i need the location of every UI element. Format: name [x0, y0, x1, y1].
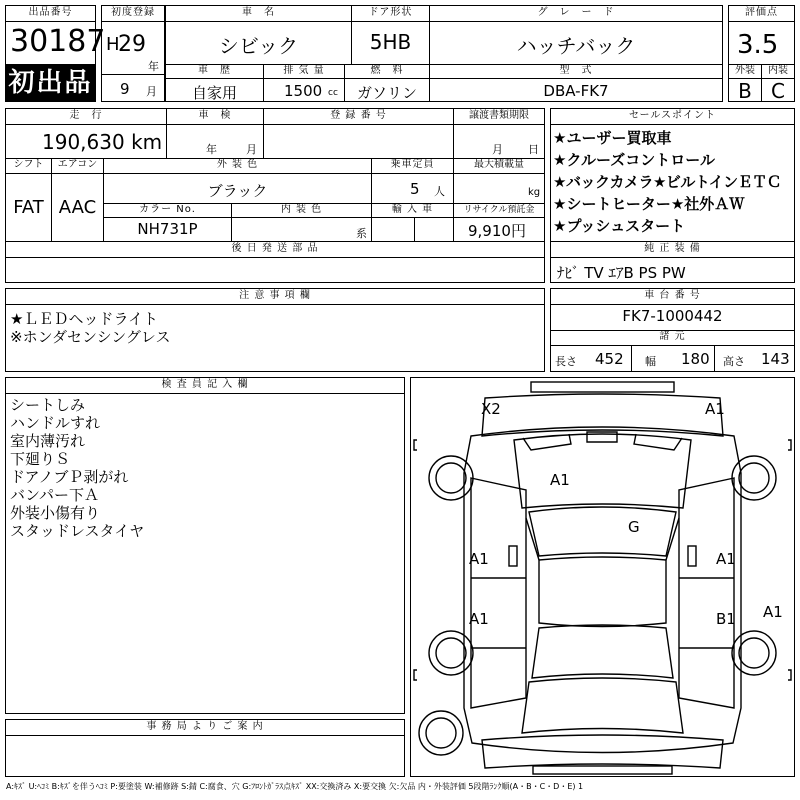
inspection-year-unit: 年: [206, 143, 217, 156]
mark-door-front-left: A1: [469, 550, 489, 568]
equipment-text: ﾅﾋﾞ TV ｴｱB PS PW: [557, 264, 686, 282]
width-label: 幅: [645, 355, 656, 368]
displacement: 1500: [284, 82, 323, 100]
car-outline: [411, 378, 794, 776]
door-label: ドア形状: [368, 7, 413, 18]
inspector-line: 下廻りＳ: [10, 450, 71, 468]
equipment-block: [550, 241, 795, 283]
history-label: 車 歴: [198, 65, 231, 76]
vehicle-info-block: [165, 5, 723, 102]
mileage: 190,630 km: [42, 130, 163, 154]
reg-month: 9: [120, 80, 130, 98]
car-name: シビック: [218, 34, 299, 58]
office-block: [5, 719, 405, 777]
mark-hood: A1: [550, 471, 570, 489]
capacity-label: 乗車定員: [390, 159, 435, 170]
sales-points-label: セールスポイント: [628, 110, 717, 121]
inspection-month-unit: 月: [246, 143, 257, 156]
width: 180: [681, 350, 710, 368]
int-grade: C: [771, 79, 785, 103]
notes-block: [5, 288, 545, 372]
mark-front-left: X2: [481, 400, 501, 418]
mark-door-rear-right: B1: [716, 610, 736, 628]
recycle-fee: 9,910円: [468, 222, 526, 240]
inspector-line: スタッドレスタイヤ: [10, 522, 145, 540]
lot-number-cell: [5, 5, 106, 65]
color-number: NH731P: [137, 220, 198, 238]
reg-year-unit: 年: [148, 60, 159, 73]
inspector-label: 検 査 員 記 入 欄: [161, 379, 249, 390]
length-label: 長さ: [555, 355, 577, 368]
inspector-block: [5, 377, 405, 714]
inspector-line: シートしみ: [10, 396, 86, 414]
transfer-doc-label: 譲渡書類期限: [469, 110, 529, 121]
ext-color: ブラック: [207, 182, 268, 200]
transfer-month-unit: 月: [492, 143, 503, 156]
int-color-label: 内 装 色: [280, 204, 323, 215]
sales-points-block: [550, 108, 795, 242]
first-registration-cell: [101, 5, 165, 102]
history: 自家用: [191, 84, 237, 102]
grade: ハッチバック: [516, 34, 636, 58]
shift: FAT: [13, 197, 44, 218]
sales-points-list: [553, 127, 793, 237]
inspector-line: ドアノブＰ剥がれ: [10, 468, 129, 486]
note-line: ★ＬＥＤヘッドライト: [10, 310, 158, 328]
legend-text: A:ｷｽﾞ U:ﾍｺﾐ B:ｷｽﾞを伴うﾍｺﾐ P:要塗装 W:補修跡 S:錆 C:腐食、穴 G:ﾌﾛﾝﾄｶﾞﾗｽ点ｷｽﾞ XX:交換済み X:要交換 欠:欠品 内・外装評価 5段階ﾗﾝｸ順(A・B・C・D・E) 1: [6, 782, 584, 791]
chassis-label: 車 台 番 号: [644, 290, 701, 301]
chassis-number: FK7-1000442: [622, 307, 723, 325]
car-name-label: 車 名: [242, 7, 275, 18]
mark-roof: G: [628, 518, 640, 536]
ext-color-label: 外 装 色: [216, 159, 259, 170]
equipment-label: 純 正 装 備: [644, 243, 701, 254]
capacity: 5: [410, 180, 420, 198]
inspector-line: バンパー下Ａ: [10, 486, 99, 504]
sales-point: ★バックカメラ★ビルトインＥＴＣ: [553, 173, 782, 191]
shift-label: シフト: [13, 159, 44, 170]
max-load-label: 最大積載量: [474, 159, 524, 170]
later-parts-block: [5, 241, 545, 283]
reg-year: 29: [118, 32, 146, 57]
first-reg-label: 初度登録: [111, 7, 155, 18]
max-load-unit: kg: [528, 187, 541, 198]
aircon-label: エアコン: [57, 159, 98, 170]
inspector-line: 外装小傷有り: [10, 504, 101, 522]
length: 452: [595, 350, 624, 368]
mark-door-front-right: A1: [716, 550, 736, 568]
displacement-unit: cc: [328, 88, 338, 98]
height-label: 高さ: [723, 355, 745, 368]
model-label: 型 式: [559, 65, 593, 76]
displacement-label: 排 気 量: [283, 65, 325, 76]
reg-number-label: 登 録 番 号: [330, 110, 387, 121]
dims-label: 諸 元: [659, 331, 686, 342]
reg-month-unit: 月: [146, 85, 157, 98]
ext-grade-label: 外装: [735, 65, 755, 76]
import-label: 輸 入 車: [391, 204, 434, 215]
inspection-label: 車 検: [198, 110, 232, 121]
reg-era: H: [106, 34, 120, 55]
int-color-unit: 系: [356, 227, 367, 240]
fuel-label: 燃 料: [370, 65, 404, 76]
inspector-lines: [10, 396, 144, 540]
recycle-label: リサイクル預託金: [463, 205, 535, 215]
sales-point: ★シートヒーター★社外ＡＷ: [553, 195, 745, 213]
note-line: ※ホンダセンシングレス: [10, 328, 171, 346]
fuel: ガソリン: [356, 84, 417, 102]
inspector-line: ハンドルすれ: [10, 414, 101, 432]
car-diagram: [410, 377, 795, 777]
grade-label: グ レ ー ド: [537, 7, 615, 18]
capacity-unit: 人: [434, 185, 445, 198]
lot-number: 30187: [10, 24, 106, 59]
transfer-day-unit: 日: [528, 143, 539, 156]
sales-point: ★プッシュスタート: [553, 217, 686, 235]
score: 3.5: [737, 30, 779, 60]
later-parts-label: 後 日 発 送 部 品: [231, 243, 319, 254]
aircon: AAC: [58, 197, 97, 218]
ext-grade: B: [738, 79, 752, 103]
mark-door-rear-left: A1: [469, 610, 489, 628]
sales-point: ★クルーズコントロール: [553, 151, 715, 169]
chassis-block: [550, 288, 795, 372]
color-number-label: カラー No.: [139, 204, 196, 215]
door-type: 5HB: [369, 30, 412, 54]
model: DBA-FK7: [543, 82, 609, 100]
int-grade-label: 内装: [768, 65, 788, 76]
height: 143: [761, 350, 790, 368]
notes-lines: [10, 310, 170, 346]
mark-rear-right: A1: [763, 603, 783, 621]
sales-point: ★ユーザー買取車: [553, 129, 672, 147]
score-cell: [728, 5, 795, 102]
score-label: 評価点: [745, 7, 778, 18]
lot-number-label: 出品番号: [28, 7, 73, 18]
first-listing-badge: 初出品: [5, 65, 96, 102]
specs-block: [5, 108, 545, 242]
mark-front-right: A1: [705, 400, 725, 418]
inspector-line: 室内薄汚れ: [10, 432, 86, 450]
office-label: 事 務 局 よ り ご 案 内: [146, 721, 264, 732]
mileage-label: 走 行: [69, 110, 103, 121]
notes-label: 注 意 事 項 欄: [239, 290, 311, 301]
